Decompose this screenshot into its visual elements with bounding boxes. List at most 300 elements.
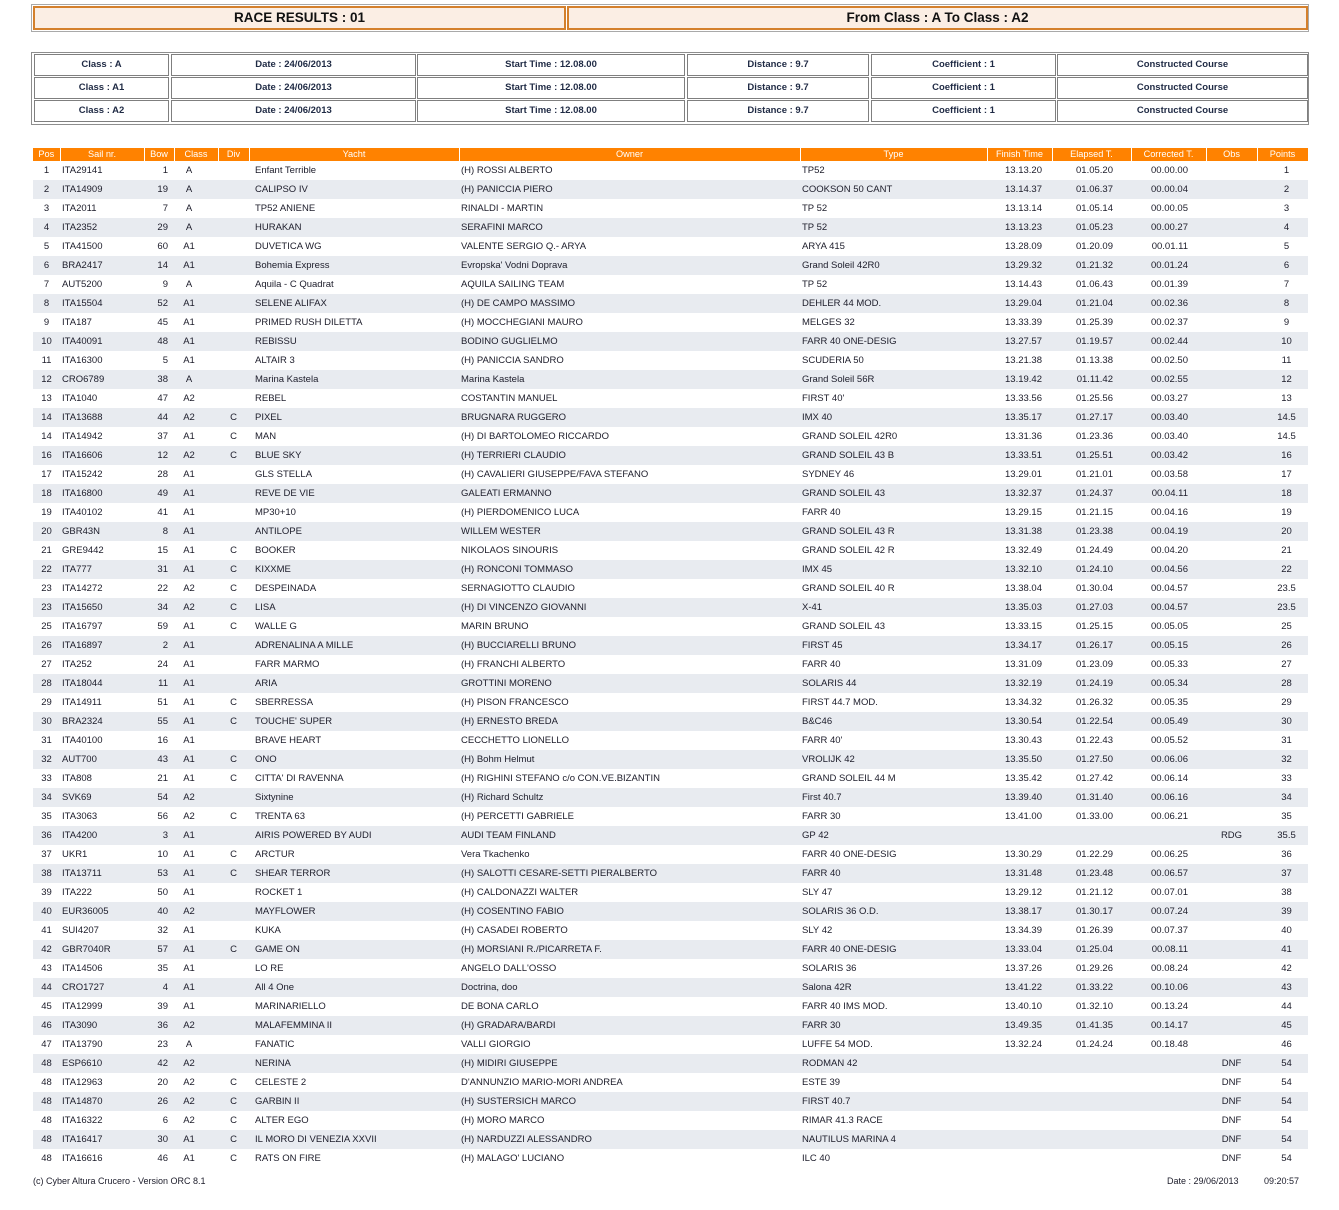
- sail-nr-cell: ITA40100: [62, 735, 103, 746]
- bow-cell: 41: [157, 507, 168, 518]
- sail-nr-cell: CRO6789: [60, 370, 144, 389]
- elapsed-time-cell: 01.06.37: [1052, 180, 1131, 199]
- finish-time-cell: 13.32.19: [987, 674, 1052, 693]
- obs-cell: [1206, 560, 1257, 579]
- corrected-time-cell: 00.02.50: [1151, 355, 1188, 366]
- owner-cell: ANGELO DALL'OSSO: [461, 963, 557, 974]
- owner-cell: (H) RIGHINI STEFANO c/o CON.VE.BIZANTIN: [461, 773, 660, 784]
- elapsed-time-cell: [1052, 1073, 1131, 1092]
- elapsed-time-cell: 01.22.54: [1052, 712, 1131, 731]
- owner-cell: (H) MORO MARCO: [461, 1115, 545, 1126]
- div-cell: [218, 199, 249, 218]
- div-cell: C: [230, 697, 237, 708]
- table-row: [33, 655, 1308, 674]
- obs-cell: DNF: [1206, 1054, 1257, 1073]
- pos-cell: 8: [33, 294, 60, 313]
- type-cell: FARR 40 IMS MOD.: [802, 1001, 888, 1012]
- sail-nr-cell: ITA15650: [60, 598, 144, 617]
- class-cell: A1: [183, 697, 195, 708]
- type-cell: DEHLER 44 MOD.: [800, 294, 987, 313]
- owner-cell: GALEATI ERMANNO: [459, 484, 800, 503]
- class-cell: A1: [183, 925, 195, 936]
- finish-time-cell: 13.38.04: [1005, 583, 1042, 594]
- bow-cell: 43: [144, 750, 174, 769]
- pos-cell: 31: [41, 735, 52, 746]
- points-cell: 20: [1257, 522, 1308, 541]
- bow-cell: 50: [157, 887, 168, 898]
- owner-cell: MARIN BRUNO: [461, 621, 529, 632]
- points-cell: 38: [1281, 887, 1292, 898]
- elapsed-time-cell: 01.24.49: [1076, 545, 1113, 556]
- elapsed-time-cell: [1052, 1149, 1131, 1168]
- corrected-time-cell: 00.00.04: [1131, 180, 1206, 199]
- owner-cell: WILLEM WESTER: [459, 522, 800, 541]
- finish-time-cell: 13.41.22: [987, 978, 1052, 997]
- obs-cell: [1206, 332, 1257, 351]
- corrected-time-cell: 00.18.48: [1151, 1039, 1188, 1050]
- obs-cell: [1206, 674, 1257, 693]
- table-row: [33, 617, 1308, 636]
- div-cell: C: [230, 811, 237, 822]
- class-cell: A1: [174, 294, 218, 313]
- table-row: [33, 598, 1308, 617]
- corrected-time-cell: [1131, 1054, 1206, 1073]
- sail-nr-cell: BRA2324: [60, 712, 144, 731]
- corrected-time-cell: 00.03.58: [1151, 469, 1188, 480]
- finish-time-cell: 13.32.24: [1005, 1039, 1042, 1050]
- sail-nr-cell: ITA41500: [62, 241, 103, 252]
- type-cell: FARR 40: [802, 507, 841, 518]
- pos-cell: 48: [33, 1130, 60, 1149]
- pos-cell: 43: [41, 963, 52, 974]
- yacht-cell: REVE DE VIE: [249, 484, 459, 503]
- class-cell: A2: [174, 902, 218, 921]
- bow-cell: 44: [144, 408, 174, 427]
- type-cell: VROLIJK 42: [800, 750, 987, 769]
- owner-cell: VALLI GIORGIO: [461, 1039, 531, 1050]
- pos-cell: 44: [33, 978, 60, 997]
- owner-cell: RINALDI - MARTIN: [461, 203, 544, 214]
- yacht-cell: GLS STELLA: [255, 469, 313, 480]
- class-cell: A2: [174, 598, 218, 617]
- pos-cell: 12: [33, 370, 60, 389]
- sail-nr-cell: GBR7040R: [60, 940, 144, 959]
- table-row: [33, 1073, 1308, 1092]
- table-row: [33, 826, 1308, 845]
- owner-cell: (H) CAVALIERI GIUSEPPE/FAVA STEFANO: [461, 469, 649, 480]
- sail-nr-cell: ITA16897: [60, 636, 144, 655]
- table-row: [33, 731, 1308, 750]
- class-cell: A1: [174, 522, 218, 541]
- type-cell: IMX 45: [800, 560, 987, 579]
- class-cell: A2: [183, 393, 195, 404]
- sail-nr-cell: ITA14506: [62, 963, 103, 974]
- pos-cell: 14: [33, 408, 60, 427]
- owner-cell: (H) RONCONI TOMMASO: [459, 560, 800, 579]
- class-cell: A: [174, 180, 218, 199]
- sail-nr-cell: ITA16300: [62, 355, 103, 366]
- points-cell: 17: [1281, 469, 1292, 480]
- points-cell: 18: [1257, 484, 1308, 503]
- yacht-cell: GAME ON: [249, 940, 459, 959]
- table-row: [33, 997, 1308, 1016]
- yacht-cell: ONO: [249, 750, 459, 769]
- points-cell: 26: [1257, 636, 1308, 655]
- class-info-block: [31, 52, 1309, 125]
- type-cell: GRAND SOLEIL 44 M: [802, 773, 896, 784]
- div-cell: [218, 218, 249, 237]
- points-cell: 12: [1257, 370, 1308, 389]
- col-header-elapsed-time: Elapsed T.: [1052, 148, 1131, 161]
- bow-cell: 3: [144, 826, 174, 845]
- class-cell: A: [174, 370, 218, 389]
- yacht-cell: TOUCHE' SUPER: [249, 712, 459, 731]
- points-cell: 54: [1281, 1077, 1292, 1088]
- class-cell: A2: [174, 446, 218, 465]
- div-cell: C: [218, 560, 249, 579]
- table-row: [33, 1111, 1308, 1130]
- obs-cell: [1206, 199, 1257, 218]
- finish-time-cell: 13.21.38: [1005, 355, 1042, 366]
- sail-nr-cell: ITA13790: [62, 1039, 103, 1050]
- type-cell: FARR 30: [802, 811, 841, 822]
- elapsed-time-cell: 01.25.39: [1076, 317, 1113, 328]
- div-cell: C: [218, 1092, 249, 1111]
- owner-cell: (H) NARDUZZI ALESSANDRO: [459, 1130, 800, 1149]
- owner-cell: (H) GRADARA/BARDI: [459, 1016, 800, 1035]
- corrected-time-cell: 00.04.57: [1151, 583, 1188, 594]
- obs-cell: [1206, 617, 1257, 636]
- yacht-cell: BLUE SKY: [249, 446, 459, 465]
- table-row: [33, 845, 1308, 864]
- owner-cell: NIKOLAOS SINOURIS: [461, 545, 559, 556]
- pos-cell: 6: [33, 256, 60, 275]
- owner-cell: (H) MALAGO' LUCIANO: [461, 1153, 565, 1164]
- sail-nr-cell: ITA18044: [60, 674, 144, 693]
- col-header-pos: Pos: [33, 148, 60, 161]
- sail-nr-cell: ITA15504: [60, 294, 144, 313]
- pos-cell: 5: [43, 241, 50, 252]
- corrected-time-cell: 00.08.24: [1151, 963, 1188, 974]
- corrected-time-cell: 00.02.55: [1131, 370, 1206, 389]
- bow-cell: 9: [162, 279, 168, 290]
- finish-time-cell: 13.49.35: [987, 1016, 1052, 1035]
- sail-nr-cell: ESP6610: [60, 1054, 144, 1073]
- type-cell: FARR 30: [800, 1016, 987, 1035]
- elapsed-time-cell: 01.23.38: [1052, 522, 1131, 541]
- table-row: [33, 940, 1308, 959]
- finish-time-cell: 13.32.49: [1005, 545, 1042, 556]
- sail-nr-cell: ITA187: [62, 317, 92, 328]
- coefficient-cell: Coefficient : 1: [871, 77, 1056, 99]
- yacht-cell: BOOKER: [255, 545, 296, 556]
- div-cell: C: [218, 712, 249, 731]
- div-cell: [218, 731, 249, 750]
- table-row: [33, 332, 1308, 351]
- bow-cell: 53: [144, 864, 174, 883]
- type-cell: B&C46: [800, 712, 987, 731]
- div-cell: C: [218, 1130, 249, 1149]
- pos-cell: 46: [33, 1016, 60, 1035]
- type-cell: FIRST 40': [802, 393, 845, 404]
- class-range: From Class : A To Class : A2: [567, 6, 1308, 30]
- start-time-cell: Start Time : 12.08.00: [417, 100, 685, 122]
- sail-nr-cell: UKR1: [62, 849, 88, 860]
- table-row: [33, 294, 1308, 313]
- obs-cell: [1206, 769, 1257, 788]
- corrected-time-cell: 00.04.16: [1151, 507, 1188, 518]
- table-row: [33, 769, 1308, 788]
- elapsed-time-cell: 01.31.40: [1052, 788, 1131, 807]
- type-cell: NAUTILUS MARINA 4: [800, 1130, 987, 1149]
- div-cell: C: [218, 864, 249, 883]
- type-cell: FARR 40: [802, 659, 841, 670]
- finish-time-cell: 13.33.15: [1005, 621, 1042, 632]
- pos-cell: 7: [43, 279, 50, 290]
- corrected-time-cell: 00.05.15: [1131, 636, 1206, 655]
- type-cell: TP 52: [802, 203, 828, 214]
- finish-time-cell: 13.41.00: [1005, 811, 1042, 822]
- div-cell: [218, 1035, 249, 1054]
- col-header-finish-time: Finish Time: [987, 148, 1052, 161]
- finish-time-cell: 13.13.20: [1005, 165, 1042, 176]
- type-cell: SLY 42: [802, 925, 833, 936]
- elapsed-time-cell: 01.05.23: [1052, 218, 1131, 237]
- yacht-cell: Sixtynine: [249, 788, 459, 807]
- start-time-cell: Start Time : 12.08.00: [417, 77, 685, 99]
- bow-cell: 15: [157, 545, 168, 556]
- yacht-cell: All 4 One: [249, 978, 459, 997]
- obs-cell: [1206, 313, 1257, 332]
- type-cell: FARR 40: [800, 864, 987, 883]
- bow-cell: 47: [157, 393, 168, 404]
- bow-cell: 31: [144, 560, 174, 579]
- obs-cell: [1206, 218, 1257, 237]
- elapsed-time-cell: [1052, 1054, 1131, 1073]
- bow-cell: 30: [144, 1130, 174, 1149]
- elapsed-time-cell: 01.21.32: [1052, 256, 1131, 275]
- col-header-owner: Owner: [459, 148, 800, 161]
- type-cell: GRAND SOLEIL 43: [802, 621, 886, 632]
- class-cell: A: [185, 203, 193, 214]
- sail-nr-cell: BRA2417: [60, 256, 144, 275]
- table-row: [33, 693, 1308, 712]
- pos-cell: 10: [33, 332, 60, 351]
- div-cell: [218, 237, 249, 256]
- type-cell: IMX 40: [800, 408, 987, 427]
- owner-cell: (H) FRANCHI ALBERTO: [461, 659, 566, 670]
- pos-cell: 11: [41, 355, 52, 366]
- corrected-time-cell: 00.04.20: [1151, 545, 1188, 556]
- obs-cell: [1206, 161, 1257, 180]
- class-cell: A: [185, 1039, 193, 1050]
- bow-cell: 12: [144, 446, 174, 465]
- pos-cell: 48: [41, 1115, 52, 1126]
- owner-cell: SERAFINI MARCO: [459, 218, 800, 237]
- table-row: [33, 465, 1308, 484]
- elapsed-time-cell: 01.13.38: [1076, 355, 1113, 366]
- yacht-cell: FARR MARMO: [255, 659, 320, 670]
- table-row: [33, 788, 1308, 807]
- div-cell: [218, 161, 249, 180]
- class-cell: A2: [174, 1092, 218, 1111]
- obs-cell: RDG: [1206, 826, 1257, 845]
- pos-cell: 22: [33, 560, 60, 579]
- bow-cell: 51: [157, 697, 168, 708]
- points-cell: 19: [1281, 507, 1292, 518]
- corrected-time-cell: 00.13.24: [1151, 1001, 1188, 1012]
- owner-cell: Vera Tkachenko: [461, 849, 530, 860]
- points-cell: 27: [1281, 659, 1292, 670]
- class-cell: A1: [174, 636, 218, 655]
- div-cell: C: [218, 446, 249, 465]
- finish-time-cell: 13.35.50: [987, 750, 1052, 769]
- yacht-cell: KUKA: [255, 925, 281, 936]
- finish-time-cell: [987, 1092, 1052, 1111]
- sail-nr-cell: ITA40102: [62, 507, 103, 518]
- table-row: [33, 389, 1308, 408]
- pos-cell: 48: [33, 1092, 60, 1111]
- owner-cell: (H) DI BARTOLOMEO RICCARDO: [461, 431, 609, 442]
- table-row: [33, 921, 1308, 940]
- div-cell: [218, 883, 249, 902]
- finish-time-cell: 13.30.43: [1005, 735, 1042, 746]
- finish-time-cell: 13.30.54: [987, 712, 1052, 731]
- obs-cell: [1206, 636, 1257, 655]
- type-cell: FARR 40 ONE-DESIG: [802, 849, 897, 860]
- owner-cell: (H) DE CAMPO MASSIMO: [459, 294, 800, 313]
- pos-cell: 45: [41, 1001, 52, 1012]
- bow-cell: 8: [144, 522, 174, 541]
- obs-cell: [1206, 598, 1257, 617]
- class-cell: A1: [174, 864, 218, 883]
- obs-cell: [1206, 237, 1257, 256]
- corrected-time-cell: 00.01.24: [1131, 256, 1206, 275]
- corrected-time-cell: 00.05.49: [1131, 712, 1206, 731]
- owner-cell: SERNAGIOTTO CLAUDIO: [461, 583, 575, 594]
- sail-nr-cell: ITA12963: [62, 1077, 103, 1088]
- corrected-time-cell: 00.05.34: [1131, 674, 1206, 693]
- bow-cell: 11: [144, 674, 174, 693]
- bow-cell: 49: [144, 484, 174, 503]
- finish-time-cell: 13.32.37: [987, 484, 1052, 503]
- finish-time-cell: [987, 1111, 1052, 1130]
- finish-time-cell: 13.33.51: [987, 446, 1052, 465]
- bow-cell: 2: [144, 636, 174, 655]
- course-cell: Constructed Course: [1057, 100, 1308, 122]
- elapsed-time-cell: 01.05.14: [1076, 203, 1113, 214]
- owner-cell: (H) MORSIANI R./PICARRETA F.: [459, 940, 800, 959]
- finish-time-cell: [987, 1130, 1052, 1149]
- class-cell: A1: [183, 1153, 195, 1164]
- owner-cell: COSTANTIN MANUEL: [461, 393, 558, 404]
- points-cell: 54: [1257, 1054, 1308, 1073]
- sail-nr-cell: ITA16616: [62, 1153, 103, 1164]
- points-cell: 7: [1283, 279, 1290, 290]
- class-cell: A1: [183, 887, 195, 898]
- type-cell: FARR 40': [802, 735, 843, 746]
- bow-cell: 10: [157, 849, 168, 860]
- finish-time-cell: 13.38.17: [987, 902, 1052, 921]
- obs-cell: [1206, 655, 1257, 674]
- bow-cell: 37: [157, 431, 168, 442]
- table-header-row: [33, 148, 1308, 161]
- owner-cell: (H) MOCCHEGIANI MAURO: [461, 317, 583, 328]
- table-row: [33, 1054, 1308, 1073]
- type-cell: GRAND SOLEIL 43 B: [800, 446, 987, 465]
- sail-nr-cell: GRE9442: [62, 545, 104, 556]
- corrected-time-cell: 00.03.40: [1131, 408, 1206, 427]
- pos-cell: 36: [33, 826, 60, 845]
- corrected-time-cell: 00.00.00: [1151, 165, 1188, 176]
- pos-cell: 35: [41, 811, 52, 822]
- bow-cell: 29: [144, 218, 174, 237]
- pos-cell: 33: [41, 773, 52, 784]
- table-row: [33, 522, 1308, 541]
- sail-nr-cell: ITA14911: [62, 697, 102, 708]
- class-cell: A1: [174, 1130, 218, 1149]
- obs-cell: [1206, 256, 1257, 275]
- div-cell: C: [230, 849, 237, 860]
- sail-nr-cell: GBR43N: [60, 522, 144, 541]
- obs-cell: [1206, 180, 1257, 199]
- distance-cell: Distance : 9.7: [687, 100, 869, 122]
- elapsed-time-cell: 01.41.35: [1052, 1016, 1131, 1035]
- finish-time-cell: 13.39.40: [987, 788, 1052, 807]
- obs-cell: [1206, 712, 1257, 731]
- div-cell: [218, 997, 249, 1016]
- corrected-time-cell: [1131, 1092, 1206, 1111]
- obs-cell: [1206, 294, 1257, 313]
- obs-cell: [1206, 370, 1257, 389]
- pos-cell: 29: [41, 697, 52, 708]
- class-cell: A2: [183, 583, 195, 594]
- class-cell: Class : A2: [34, 100, 169, 122]
- owner-cell: (H) ERNESTO BREDA: [459, 712, 800, 731]
- yacht-cell: ALTER EGO: [255, 1115, 309, 1126]
- owner-cell: (H) DI VINCENZO GIOVANNI: [459, 598, 800, 617]
- pos-cell: 48: [33, 1054, 60, 1073]
- elapsed-time-cell: 01.30.04: [1076, 583, 1113, 594]
- bow-cell: 7: [162, 203, 168, 214]
- type-cell: Grand Soleil 42R0: [800, 256, 987, 275]
- elapsed-time-cell: 01.26.32: [1076, 697, 1113, 708]
- elapsed-time-cell: 01.22.43: [1076, 735, 1113, 746]
- pos-cell: 28: [33, 674, 60, 693]
- sail-nr-cell: ITA16797: [62, 621, 103, 632]
- corrected-time-cell: 00.07.24: [1131, 902, 1206, 921]
- table-row: [33, 351, 1308, 370]
- owner-cell: (H) BUCCIARELLI BRUNO: [459, 636, 800, 655]
- class-cell: Class : A1: [34, 77, 169, 99]
- type-cell: GRAND SOLEIL 43: [800, 484, 987, 503]
- points-cell: 5: [1283, 241, 1290, 252]
- bow-cell: 34: [144, 598, 174, 617]
- points-cell: 16: [1257, 446, 1308, 465]
- div-cell: [218, 636, 249, 655]
- class-cell: Class : A: [34, 54, 169, 76]
- owner-cell: BODINO GUGLIELMO: [459, 332, 800, 351]
- class-cell: A1: [174, 674, 218, 693]
- bow-cell: 39: [157, 1001, 168, 1012]
- obs-cell: [1206, 408, 1257, 427]
- pos-cell: 48: [41, 1153, 52, 1164]
- type-cell: FIRST 45: [800, 636, 987, 655]
- type-cell: SOLARIS 36 O.D.: [800, 902, 987, 921]
- yacht-cell: TP52 ANIENE: [255, 203, 316, 214]
- yacht-cell: BRAVE HEART: [255, 735, 322, 746]
- class-cell: A1: [174, 940, 218, 959]
